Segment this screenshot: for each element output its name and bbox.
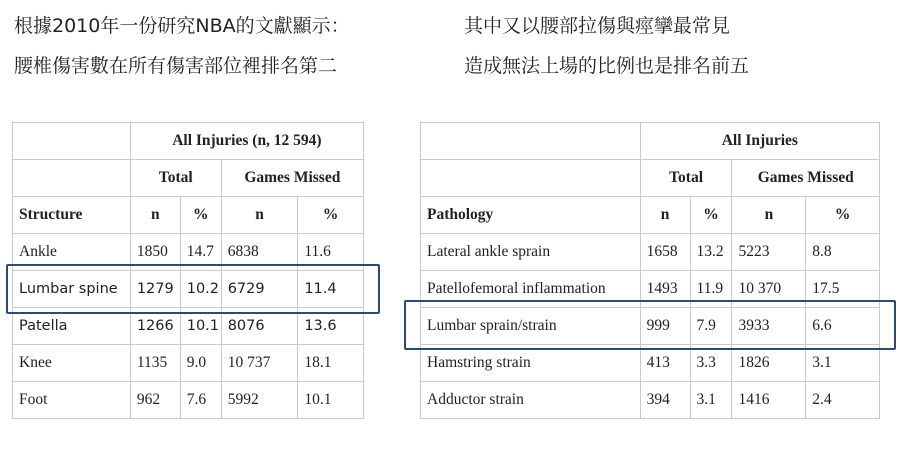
cell-games-percent: 11.4 bbox=[298, 271, 364, 308]
cell-games-n: 1416 bbox=[732, 382, 806, 419]
cell-percent: 3.3 bbox=[690, 345, 732, 382]
cell-n: 1266 bbox=[130, 308, 180, 345]
caption-top-left-line1: 根據2010年一份研究NBA的文獻顯示： bbox=[14, 15, 350, 37]
cell-games-percent: 17.5 bbox=[806, 271, 880, 308]
table-row bbox=[13, 345, 364, 382]
lumbar-strain-highlight-box bbox=[404, 300, 896, 350]
row-label: Ankle bbox=[13, 234, 131, 271]
lumbar-spine-highlight-box bbox=[6, 264, 380, 314]
column-header-percent: % bbox=[180, 197, 221, 234]
cell-games-n: 6838 bbox=[221, 234, 298, 271]
cell-games-n: 8076 bbox=[221, 308, 298, 345]
cell-percent: 7.6 bbox=[180, 382, 221, 419]
caption-top-right-line1: 其中又以腰部拉傷與痙攣最常見 bbox=[464, 15, 731, 37]
column-header-pathology: Pathology bbox=[421, 197, 641, 234]
cell-games-n: 5992 bbox=[221, 382, 298, 419]
cell-games-percent: 13.6 bbox=[298, 308, 364, 345]
column-header-n: n bbox=[221, 197, 298, 234]
subheader-games-missed: Games Missed bbox=[221, 160, 363, 197]
cell-n: 1658 bbox=[640, 234, 690, 271]
column-header-structure: Structure bbox=[13, 197, 131, 234]
group-header: All Injuries (n, 12 594) bbox=[130, 123, 363, 160]
cell-n: 962 bbox=[130, 382, 180, 419]
row-label: Lateral ankle sprain bbox=[421, 234, 641, 271]
row-label: Lumbar spine bbox=[13, 271, 131, 308]
cell-games-percent: 18.1 bbox=[298, 345, 364, 382]
row-label: Lumbar sprain/strain bbox=[421, 308, 641, 345]
cell-percent: 10.2 bbox=[180, 271, 221, 308]
cell-percent: 14.7 bbox=[180, 234, 221, 271]
row-label: Patellofemoral inflammation bbox=[421, 271, 641, 308]
cell-games-n: 1826 bbox=[732, 345, 806, 382]
cell-percent: 11.9 bbox=[690, 271, 732, 308]
empty-corner-cell bbox=[13, 160, 131, 197]
table-row bbox=[421, 234, 880, 271]
subheader-total: Total bbox=[640, 160, 732, 197]
cell-n: 394 bbox=[640, 382, 690, 419]
cell-n: 1279 bbox=[130, 271, 180, 308]
cell-games-n: 10 737 bbox=[221, 345, 298, 382]
cell-percent: 10.1 bbox=[180, 308, 221, 345]
cell-games-n: 3933 bbox=[732, 308, 806, 345]
column-header-n: n bbox=[130, 197, 180, 234]
row-label: Patella bbox=[13, 308, 131, 345]
table-row bbox=[421, 345, 880, 382]
cell-percent: 13.2 bbox=[690, 234, 732, 271]
cell-games-percent: 2.4 bbox=[806, 382, 880, 419]
subheader-games-missed: Games Missed bbox=[732, 160, 880, 197]
table-row bbox=[13, 382, 364, 419]
cell-percent: 7.9 bbox=[690, 308, 732, 345]
column-header-percent: % bbox=[298, 197, 364, 234]
cell-games-percent: 3.1 bbox=[806, 345, 880, 382]
cell-n: 1135 bbox=[130, 345, 180, 382]
empty-corner-cell bbox=[13, 123, 131, 160]
cell-n: 1493 bbox=[640, 271, 690, 308]
row-label: Knee bbox=[13, 345, 131, 382]
cell-games-percent: 8.8 bbox=[806, 234, 880, 271]
cell-n: 1850 bbox=[130, 234, 180, 271]
cell-n: 413 bbox=[640, 345, 690, 382]
empty-corner-cell bbox=[421, 160, 641, 197]
column-header-percent: % bbox=[806, 197, 880, 234]
row-label: Hamstring strain bbox=[421, 345, 641, 382]
injury-pathology-table bbox=[420, 122, 880, 419]
group-header: All Injuries bbox=[640, 123, 879, 160]
column-header-n: n bbox=[732, 197, 806, 234]
column-header-percent: % bbox=[690, 197, 732, 234]
cell-games-n: 6729 bbox=[221, 271, 298, 308]
cell-n: 999 bbox=[640, 308, 690, 345]
row-label: Foot bbox=[13, 382, 131, 419]
caption-top-right-line2: 造成無法上場的比例也是排名前五 bbox=[464, 55, 750, 77]
cell-percent: 9.0 bbox=[180, 345, 221, 382]
table-row bbox=[421, 382, 880, 419]
empty-corner-cell bbox=[421, 123, 641, 160]
caption-top-left-line2: 腰椎傷害數在所有傷害部位裡排名第二 bbox=[14, 55, 338, 77]
cell-games-n: 5223 bbox=[732, 234, 806, 271]
cell-games-percent: 6.6 bbox=[806, 308, 880, 345]
column-header-n: n bbox=[640, 197, 690, 234]
cell-percent: 3.1 bbox=[690, 382, 732, 419]
cell-games-percent: 11.6 bbox=[298, 234, 364, 271]
subheader-total: Total bbox=[130, 160, 221, 197]
row-label: Adductor strain bbox=[421, 382, 641, 419]
cell-games-n: 10 370 bbox=[732, 271, 806, 308]
cell-games-percent: 10.1 bbox=[298, 382, 364, 419]
